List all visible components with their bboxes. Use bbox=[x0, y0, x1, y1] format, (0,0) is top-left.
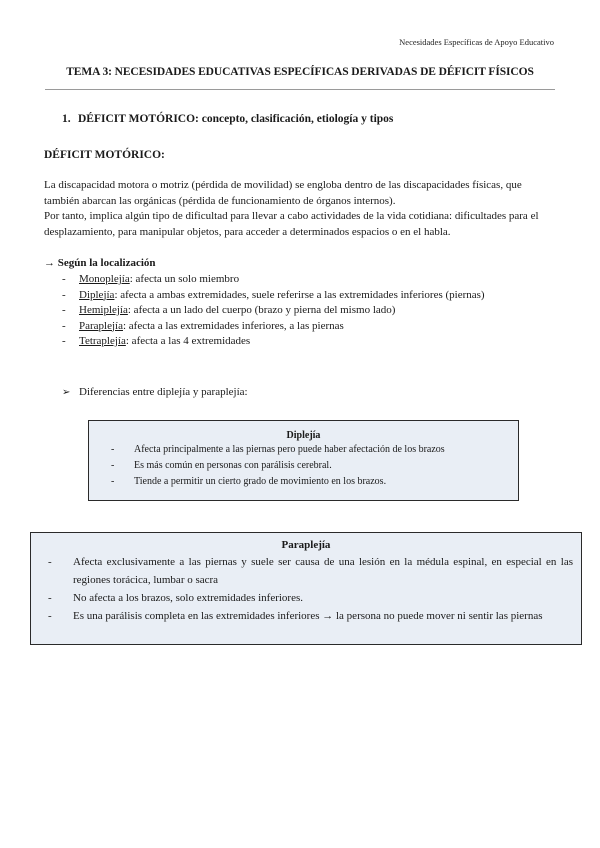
dash-bullet: - bbox=[62, 335, 66, 347]
term-diplejia: Diplejía bbox=[79, 288, 115, 301]
paraplejia-item-text: Afecta exclusivamente a las piernas y suele ser causa de una lesión en la médula espinal, en especial en las regiones torácica, lumbar o sacra bbox=[73, 556, 573, 586]
list-item bbox=[89, 474, 518, 490]
desc-tetraplejia: : afecta a las 4 extremidades bbox=[125, 335, 251, 347]
list-item-diplejia bbox=[62, 288, 485, 304]
diplejia-title: Diplejía bbox=[286, 430, 321, 441]
paraplejia-item-text: No afecta a los brazos, solo extremidades inferiores. bbox=[73, 592, 303, 604]
dash-bullet: - bbox=[111, 460, 115, 471]
dash-bullet: - bbox=[62, 273, 66, 285]
section-heading bbox=[62, 113, 393, 125]
term-paraplejia: Paraplejía bbox=[79, 319, 123, 332]
document-title: TEMA 3: NECESIDADES EDUCATIVAS ESPECÍFICAS DERIVADAS DE DÉFICIT FÍSICOS bbox=[66, 66, 534, 78]
paragraph-implications: Por tanto, implica algún tipo de dificultad para llevar a cabo actividades de la vida cotidiana: dificultades para el desplazamiento, para manipular objetos, para acceder a determinados espacios o en el habla. bbox=[44, 210, 539, 238]
diplejia-item-text: Es más común en personas con parálisis cerebral. bbox=[134, 460, 332, 471]
desc-monoplejia: : afecta un solo miembro bbox=[129, 273, 240, 285]
list-item bbox=[89, 458, 518, 474]
paraplejia-list bbox=[31, 553, 581, 625]
localizacion-list bbox=[62, 272, 485, 350]
subheading-deficit-motorico: DÉFICIT MOTÓRICO: bbox=[44, 149, 165, 161]
diplejia-item-text: Tiende a permitir un cierto grado de movimiento en los brazos. bbox=[134, 476, 387, 487]
dash-bullet: - bbox=[48, 610, 52, 622]
running-header: Necesidades Específicas de Apoyo Educativo bbox=[399, 37, 554, 47]
dash-bullet: - bbox=[62, 319, 66, 332]
dash-bullet: - bbox=[48, 556, 52, 568]
list-item bbox=[89, 442, 518, 458]
title-divider bbox=[45, 89, 555, 90]
diferencias-text: Diferencias entre diplejía y paraplejía: bbox=[79, 386, 248, 398]
list-item-monoplejia bbox=[62, 272, 485, 288]
desc-hemiplejia: : afecta a un lado del cuerpo (brazo y pierna del mismo lado) bbox=[127, 304, 396, 316]
desc-diplejia: : afecta a ambas extremidades, suele referirse a las extremidades inferiores (piernas) bbox=[114, 288, 485, 301]
dash-bullet: - bbox=[111, 476, 115, 487]
diferencias-line bbox=[62, 386, 248, 398]
term-hemiplejia: Hemiplejía bbox=[79, 304, 128, 316]
paraplejia-title: Paraplejía bbox=[281, 539, 331, 551]
diplejia-list bbox=[89, 442, 518, 490]
list-item-paraplejia bbox=[62, 319, 485, 335]
dash-bullet: - bbox=[48, 592, 52, 604]
list-item bbox=[31, 553, 581, 589]
section-number: 1. bbox=[62, 113, 71, 125]
diplejia-item-text: Afecta principalmente a las piernas pero puede haber afectación de los brazos bbox=[134, 444, 445, 455]
desc-paraplejia: : afecta a las extremidades inferiores, a las piernas bbox=[122, 319, 344, 332]
paraplejia-box bbox=[30, 532, 582, 645]
dash-bullet: - bbox=[62, 304, 66, 316]
list-item-hemiplejia bbox=[62, 303, 485, 319]
dash-bullet: - bbox=[111, 444, 115, 455]
paragraph-definition: La discapacidad motora o motriz (pérdida de movilidad) se engloba dentro de las discapacidades físicas, que también abarcan las orgánicas (pérdida de funcionamiento de órganos internos). bbox=[44, 179, 522, 207]
list-item bbox=[31, 607, 581, 625]
diplejia-box bbox=[88, 420, 519, 501]
list-item-tetraplejia bbox=[62, 334, 485, 350]
section-title: DÉFICIT MOTÓRICO: concepto, clasificación, etiología y tipos bbox=[78, 113, 394, 125]
list-item bbox=[31, 589, 581, 607]
paraplejia-item-text: Es una parálisis completa en las extremidades inferiores → la persona no puede mover ni sentir las piernas bbox=[73, 610, 543, 622]
localizacion-heading: → Según la localización bbox=[44, 257, 156, 269]
term-tetraplejia: Tetraplejía bbox=[79, 335, 126, 347]
arrowhead-bullet-icon: ➢ bbox=[62, 387, 71, 398]
term-monoplejia: Monoplejía bbox=[79, 273, 130, 285]
dash-bullet: - bbox=[62, 288, 66, 301]
